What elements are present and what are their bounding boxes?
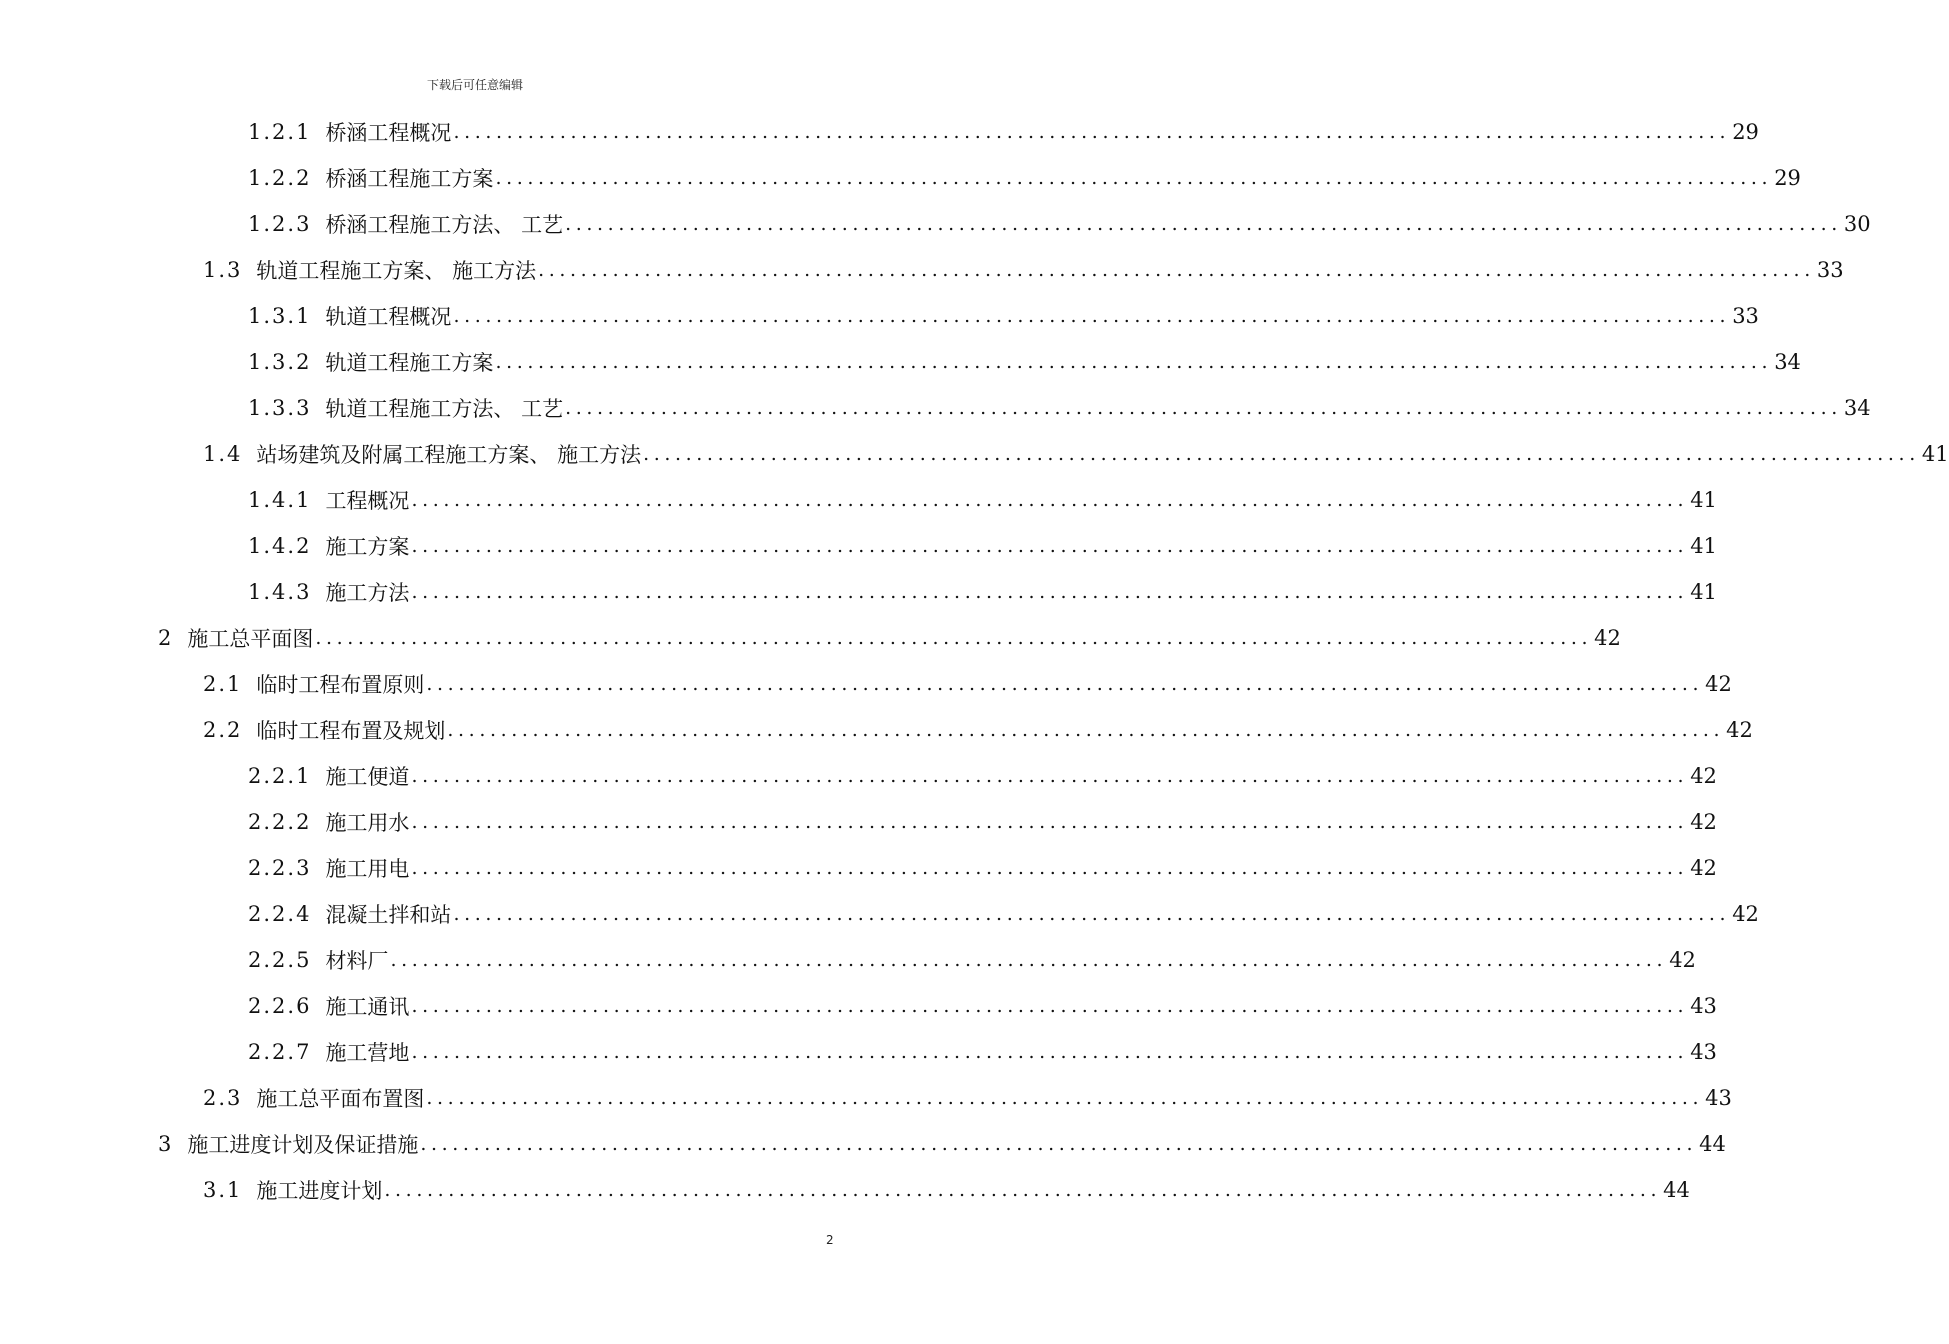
toc-entry-number: 1.4 bbox=[203, 442, 243, 466]
toc-entry-title: 施工便道 bbox=[325, 765, 410, 789]
toc-entry[interactable] bbox=[158, 1124, 1726, 1164]
toc-entry[interactable] bbox=[248, 296, 1759, 336]
page-number: 2 bbox=[826, 1233, 834, 1247]
toc-leader-dots: ........................................................................................................................ bbox=[453, 305, 1731, 327]
toc-entry-page: 33 bbox=[1816, 258, 1844, 282]
toc-entry-number: 1.3.2 bbox=[248, 350, 312, 374]
toc-entry-page: 43 bbox=[1690, 994, 1717, 1018]
toc-entry-title: 临时工程布置原则 bbox=[256, 673, 425, 697]
toc-entry-page: 34 bbox=[1774, 350, 1801, 374]
toc-entry-page: 42 bbox=[1705, 672, 1732, 696]
toc-leader-dots: ........................................................................................................................ bbox=[426, 1087, 1704, 1109]
toc-entry-page: 42 bbox=[1690, 856, 1717, 880]
toc-leader-dots: ........................................................................................................................ bbox=[411, 857, 1689, 879]
toc-leader-dots: ........................................................................................................................ bbox=[411, 765, 1689, 787]
toc-entry-page: 42 bbox=[1594, 626, 1621, 650]
toc-entry-number: 1.4.3 bbox=[248, 580, 312, 604]
toc-entry-number: 2.2.5 bbox=[248, 948, 312, 972]
toc-entry-title: 施工通讯 bbox=[325, 995, 410, 1019]
toc-entry-title: 混凝土拌和站 bbox=[325, 903, 452, 927]
toc-entry-number: 1.3 bbox=[203, 258, 243, 282]
toc-entry[interactable] bbox=[248, 572, 1717, 612]
toc-entry-number: 1.2.3 bbox=[248, 212, 312, 236]
toc-leader-dots: ........................................................................................................................ bbox=[565, 397, 1842, 419]
toc-leader-dots: ........................................................................................................................ bbox=[315, 627, 1593, 649]
toc-entry[interactable] bbox=[248, 756, 1717, 796]
toc-entry[interactable] bbox=[248, 112, 1759, 152]
toc-leader-dots: ........................................................................................................................ bbox=[453, 903, 1731, 925]
toc-entry[interactable] bbox=[203, 434, 1949, 474]
toc-entry-page: 29 bbox=[1774, 166, 1801, 190]
page-header: 下载后可任意编辑 bbox=[426, 78, 523, 92]
toc-entry-number: 2.3 bbox=[203, 1086, 243, 1110]
toc-entry-title: 临时工程布置及规划 bbox=[256, 719, 446, 743]
toc-entry-number: 1.4.2 bbox=[248, 534, 312, 558]
toc-entry-number: 2.2.3 bbox=[248, 856, 312, 880]
toc-leader-dots: ........................................................................................................................ bbox=[411, 581, 1689, 603]
toc-entry-page: 43 bbox=[1690, 1040, 1717, 1064]
toc-entry-title: 轨道工程概况 bbox=[325, 305, 452, 329]
toc-entry-number: 2 bbox=[158, 626, 174, 650]
toc-leader-dots: ........................................................................................................................ bbox=[420, 1133, 1698, 1155]
toc-entry-number: 1.3.3 bbox=[248, 396, 312, 420]
toc-entry-title: 施工进度计划及保证措施 bbox=[187, 1133, 419, 1157]
toc-leader-dots: ........................................................................................................................ bbox=[538, 259, 1815, 281]
toc-leader-dots: ........................................................................................................................ bbox=[411, 1041, 1689, 1063]
toc-entry-title: 轨道工程施工方案、 施工方法 bbox=[256, 259, 537, 283]
toc-entry-title: 施工用水 bbox=[325, 811, 410, 835]
toc-entry[interactable] bbox=[203, 1078, 1732, 1118]
toc-entry[interactable] bbox=[203, 1170, 1690, 1210]
toc-entry-page: 41 bbox=[1690, 534, 1717, 558]
toc-entry-page: 42 bbox=[1726, 718, 1753, 742]
toc-entry-page: 42 bbox=[1669, 948, 1696, 972]
toc-entry-page: 30 bbox=[1843, 212, 1871, 236]
toc-entry-page: 44 bbox=[1663, 1178, 1690, 1202]
toc-entry-number: 1.2.1 bbox=[248, 120, 312, 144]
toc-entry[interactable] bbox=[158, 618, 1621, 658]
toc-entry[interactable] bbox=[248, 480, 1717, 520]
toc-entry-number: 1.2.2 bbox=[248, 166, 312, 190]
toc-entry[interactable] bbox=[248, 940, 1696, 980]
toc-entry-number: 3.1 bbox=[203, 1178, 243, 1202]
toc-entry[interactable] bbox=[248, 1032, 1717, 1072]
toc-entry-title: 桥涵工程施工方案 bbox=[325, 167, 494, 191]
toc-leader-dots: ........................................................................................................................ bbox=[643, 443, 1920, 465]
toc-entry-title: 轨道工程施工方法、 工艺 bbox=[325, 397, 564, 421]
toc-entry-title: 施工总平面布置图 bbox=[256, 1087, 425, 1111]
toc-entry-title: 材料厂 bbox=[325, 949, 389, 973]
toc-entry-title: 施工用电 bbox=[325, 857, 410, 881]
toc-entry-number: 2.2.2 bbox=[248, 810, 312, 834]
toc-entry-page: 33 bbox=[1732, 304, 1759, 328]
toc-entry[interactable] bbox=[248, 342, 1801, 382]
toc-entry-number: 2.2.1 bbox=[248, 764, 312, 788]
toc-entry-page: 42 bbox=[1732, 902, 1759, 926]
toc-entry[interactable] bbox=[248, 526, 1717, 566]
toc-entry[interactable] bbox=[248, 388, 1871, 428]
toc-leader-dots: ........................................................................................................................ bbox=[411, 489, 1689, 511]
toc-entry-number: 2.2.4 bbox=[248, 902, 312, 926]
toc-entry-page: 41 bbox=[1690, 580, 1717, 604]
toc-entry-page: 43 bbox=[1705, 1086, 1732, 1110]
toc-entry-number: 1.3.1 bbox=[248, 304, 312, 328]
toc-leader-dots: ........................................................................................................................ bbox=[390, 949, 1668, 971]
toc-leader-dots: ........................................................................................................................ bbox=[447, 719, 1725, 741]
toc-entry-number: 2.1 bbox=[203, 672, 243, 696]
toc-leader-dots: ........................................................................................................................ bbox=[495, 351, 1773, 373]
toc-leader-dots: ........................................................................................................................ bbox=[453, 121, 1731, 143]
toc-entry-page: 41 bbox=[1921, 442, 1949, 466]
toc-entry-page: 34 bbox=[1843, 396, 1871, 420]
toc-entry[interactable] bbox=[248, 204, 1871, 244]
toc-leader-dots: ........................................................................................................................ bbox=[565, 213, 1842, 235]
toc-entry-page: 42 bbox=[1690, 764, 1717, 788]
toc-entry[interactable] bbox=[248, 802, 1717, 842]
toc-entry-title: 施工总平面图 bbox=[187, 627, 314, 651]
toc-entry-page: 44 bbox=[1699, 1132, 1726, 1156]
toc-entry-number: 3 bbox=[158, 1132, 174, 1156]
toc-entry[interactable] bbox=[203, 250, 1844, 290]
toc-entry-number: 2.2.7 bbox=[248, 1040, 312, 1064]
toc-entry-title: 施工进度计划 bbox=[256, 1179, 383, 1203]
toc-entry-title: 工程概况 bbox=[325, 489, 410, 513]
toc-entry-title: 桥涵工程概况 bbox=[325, 121, 452, 145]
toc-leader-dots: ........................................................................................................................ bbox=[411, 535, 1689, 557]
toc-entry[interactable] bbox=[248, 158, 1801, 198]
toc-entry-title: 站场建筑及附属工程施工方案、 施工方法 bbox=[256, 443, 642, 467]
toc-entry-page: 42 bbox=[1690, 810, 1717, 834]
toc-entry[interactable] bbox=[203, 710, 1753, 750]
toc-entry-title: 轨道工程施工方案 bbox=[325, 351, 494, 375]
toc-entry-title: 施工方案 bbox=[325, 535, 410, 559]
toc-entry-page: 41 bbox=[1690, 488, 1717, 512]
toc-leader-dots: ........................................................................................................................ bbox=[411, 995, 1689, 1017]
toc-entry[interactable] bbox=[203, 664, 1732, 704]
toc-leader-dots: ........................................................................................................................ bbox=[411, 811, 1689, 833]
toc-entry[interactable] bbox=[248, 848, 1717, 888]
toc-entry-page: 29 bbox=[1732, 120, 1759, 144]
toc-entry-number: 1.4.1 bbox=[248, 488, 312, 512]
toc-entry-number: 2.2.6 bbox=[248, 994, 312, 1018]
toc-entry[interactable] bbox=[248, 986, 1717, 1026]
toc-entry-title: 桥涵工程施工方法、 工艺 bbox=[325, 213, 564, 237]
toc-entry-number: 2.2 bbox=[203, 718, 243, 742]
toc-leader-dots: ........................................................................................................................ bbox=[384, 1179, 1662, 1201]
toc-entry-title: 施工方法 bbox=[325, 581, 410, 605]
toc-leader-dots: ........................................................................................................................ bbox=[495, 167, 1773, 189]
toc-entry-title: 施工营地 bbox=[325, 1041, 410, 1065]
toc-leader-dots: ........................................................................................................................ bbox=[426, 673, 1704, 695]
toc-entry[interactable] bbox=[248, 894, 1759, 934]
